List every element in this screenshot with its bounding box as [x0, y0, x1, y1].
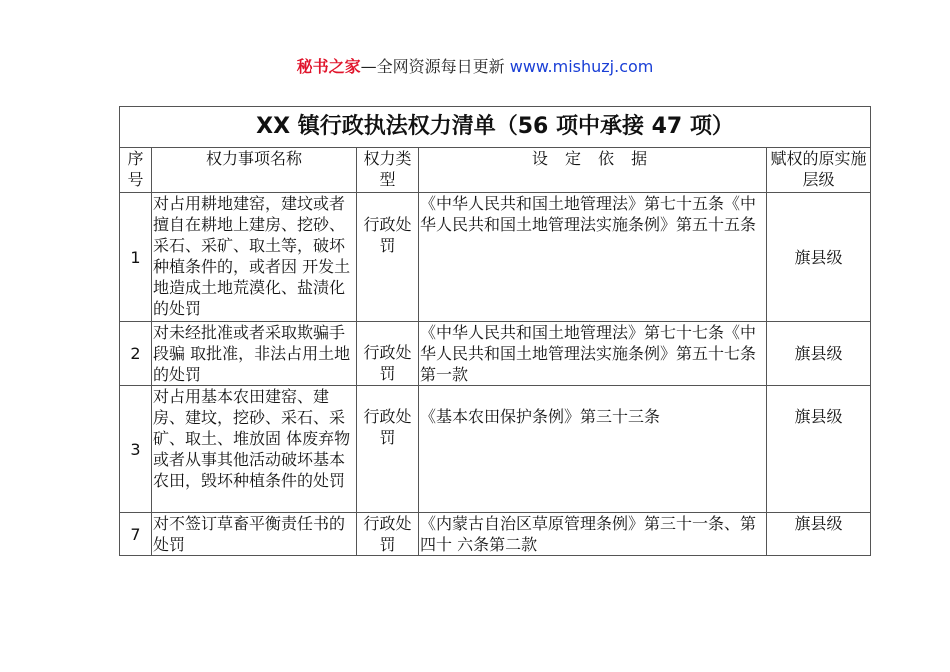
- col-header-type: 权力类型: [357, 148, 419, 193]
- table-header-row: [120, 148, 871, 193]
- row-type: 行政处罚: [357, 193, 419, 322]
- row-no: 1: [120, 193, 152, 322]
- row-no: 2: [120, 322, 152, 386]
- slogan: —全网资源每日更新: [360, 57, 505, 76]
- row-level: 旗县级: [767, 193, 871, 322]
- table-row: [120, 513, 871, 556]
- site-header: [0, 57, 950, 77]
- row-name: 对不签订草畜平衡责任书的处罚: [152, 513, 357, 556]
- col-header-basis: 设 定 依 据: [419, 148, 767, 193]
- row-name: 对未经批准或者采取欺骗手段骗 取批准，非法占用土地的处罚: [152, 322, 357, 386]
- row-basis: 《中华人民共和国土地管理法》第七十七条《中华人民共和国土地管理法实施条例》第五十七条 第一款: [419, 322, 767, 386]
- table-title: XX 镇行政执法权力清单（56 项中承接 47 项）: [120, 107, 871, 148]
- row-basis: 《中华人民共和国土地管理法》第七十五条《中华人民共和国土地管理法实施条例》第五十五条: [419, 193, 767, 322]
- power-list-table: [119, 106, 871, 556]
- table-row: [120, 386, 871, 513]
- brand-name: 秘书之家: [296, 57, 361, 76]
- row-basis: 《基本农田保护条例》第三十三条: [419, 386, 767, 513]
- table-row: [120, 322, 871, 386]
- row-name: 对占用基本农田建窑、建房、建坟，挖砂、采石、采矿、取土、堆放固 体废弃物或者从事其他活动破坏基本农田，毁坏种植条件的处罚: [152, 386, 357, 513]
- row-type: 行政处罚: [357, 386, 419, 513]
- col-header-name: 权力事项名称: [152, 148, 357, 193]
- row-no: 3: [120, 386, 152, 513]
- table-row: [120, 193, 871, 322]
- row-no: 7: [120, 513, 152, 556]
- row-type: 行政处罚: [357, 513, 419, 556]
- row-name: 对占用耕地建窑，建坟或者擅自在耕地上建房、挖砂、采石、采矿、取土等，破坏种植条件的，或者因 开发土地造成土地荒漠化、盐渍化的处罚: [152, 193, 357, 322]
- row-level: 旗县级: [767, 386, 871, 513]
- site-url-link[interactable]: www.mishuzj.com: [509, 57, 654, 76]
- row-level: 旗县级: [767, 513, 871, 556]
- row-type: 行政处罚: [357, 322, 419, 386]
- row-level: 旗县级: [767, 322, 871, 386]
- row-basis: 《内蒙古自治区草原管理条例》第三十一条、第四十 六条第二款: [419, 513, 767, 556]
- col-header-no: 序号: [120, 148, 152, 193]
- col-header-level: 赋权的原实施层级: [767, 148, 871, 193]
